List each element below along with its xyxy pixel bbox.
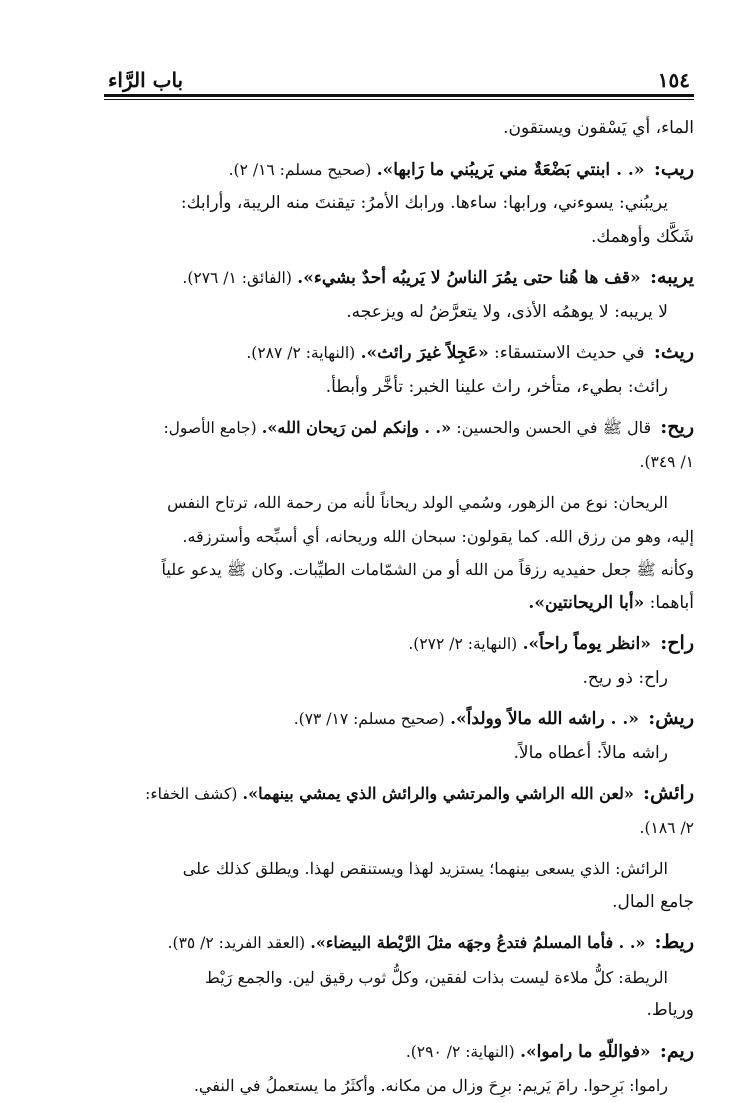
entry-source: (النهاية: ٢/ ٢٨٧). [246,344,356,362]
page-number: ١٥٤ [657,68,690,92]
paragraph: رائث: بطيء، متأخر، راث علينا الخبر: تأخَّر وأبطأ. [325,376,668,397]
entry-source: (جامع الأصول: [163,419,257,437]
entry-source: (صحيح مسلم: ١٦/ ٢). [228,160,372,179]
entry-term: ريح: [660,416,694,438]
entry-quote: «انظر يوماً راحاً». [522,634,651,654]
paragraph: ورياط. [646,1000,694,1020]
paragraph: الماء، أي يَسْقون ويستقون. [503,118,694,138]
paragraph: راشه مالاً: أعطاه مالاً. [513,742,668,763]
entry-source: (العقد الفريد: ٢/ ٣٥). [167,934,306,952]
paragraph: راموا: بَرِحوا. رامَ يَريم: برِحَ وزال من مكانه. وأكثَرُ ما يستعملُ في النفي. [193,1076,668,1095]
entry-source: (كشف الخفاء: [145,785,238,803]
entry-ryth [104,336,694,371]
entry-ryt [104,926,694,961]
entry-term: ريش: [648,707,694,729]
paragraph [104,587,694,621]
entry-quote: «لعن الله الراشي والمرتشي والرائش الذي يمشي بينهما». [242,784,634,803]
entry-quote: «. . ابنتي بَضْعَةٌ مني يَريبُني ما رَابها». [376,159,645,180]
entry-term: يريبه: [650,266,694,288]
entry-quote: «. . وإنكم لمن رَيحان الله». [261,418,452,437]
entry-quote: «فواللّهِ ما راموا». [520,1041,651,1062]
paragraph: وكأنه ﷺ جعل حفيديه رزقاً من الله أو من الشمّامات الطيِّبات. وكان ﷺ يدعو علياً [161,560,694,579]
entry-source: (النهاية: ٢/ ٢٧٢). [408,635,518,653]
paragraph: لا يريبه: لا يوهمُه الأذى، ولا يتعرَّضُ له ويزعجه. [346,301,668,322]
entry-source: ١/ ٣٤٩). [639,452,694,471]
entry-rah [104,627,694,662]
entry-term: ريم: [659,1039,694,1062]
entry-quote: «. . راشه الله مالاً وولداً». [450,709,639,729]
entry-quote: «. . فأما المسلمُ فتدعُ وجهَه مثلَ الرَّيْطة البيضاء». [310,933,646,952]
paragraph: يريبُني: يسوءني، ورابها: ساءها. ورابك الأمرُ: تيقنتَ منه الريبة، وأرابك: [180,193,668,213]
entry-source: (النهاية: ٢/ ٢٩٠). [405,1042,515,1061]
entry-term: ريط: [654,931,694,953]
entry-intro: في حديث الاستسقاء: [494,343,645,363]
entry-intro: قال ﷺ في الحسن والحسين: [456,418,652,437]
paragraph: الريحان: نوع من الزهور، وسُمي الولد ريحاناً لأنه من رحمة الله، ترتاح النفس [167,493,668,512]
paragraph [104,812,694,846]
entry-ryb [104,153,694,188]
entry-rysh [104,702,694,737]
entry-term: راح: [660,632,694,654]
paragraph: الريطة: كلُّ ملاءة ليست بذات لفقين، وكلُّ ثوب رقيق لين. والجمع رَيْط [205,967,668,987]
entry-ryh [104,411,694,446]
page-body [104,112,694,1103]
paragraph: إليه، وهو من رزق الله. كما يقولون: سبحان الله وريحانه، أي أسبِّحه وأسترزقه. [182,526,694,546]
paragraph-text: أباهما: [649,592,694,613]
paragraph [104,446,694,480]
paragraph: شَكَّك وأوهمك. [590,226,694,247]
entry-term: ريب: [653,157,694,180]
entry-source: ٢/ ١٨٦). [639,818,694,837]
paragraph: الرائش: الذي يسعى بينهما؛ يستزيد لهذا ويستنقص لهذا. ويطلق كذلك على [182,859,668,878]
paragraph: جامع المال. [612,891,694,912]
entry-term: ريث: [653,341,694,363]
entry-quote: «أبا الريحانتين». [528,592,645,613]
entry-source: (صحيح مسلم: ١٧/ ٧٣). [293,710,445,728]
chapter-title: باب الرَّاء [108,68,184,92]
header-rule [104,94,694,100]
paragraph: راح: ذو ريح. [582,667,668,688]
entry-source: (الفائق: ١/ ٢٧٦). [182,269,292,287]
entry-term: رائش: [643,782,694,804]
entry-quote: «عَجِلاً غيرَ رائث». [360,343,489,363]
entry-raish [104,777,694,812]
entry-rym [104,1035,694,1070]
page-header [104,58,694,92]
entry-yribuh [104,261,694,296]
entry-quote: «قف ها هُنا حتى يمُرَ الناسُ لا يَريبُه أحدٌ بشيء». [297,268,641,288]
